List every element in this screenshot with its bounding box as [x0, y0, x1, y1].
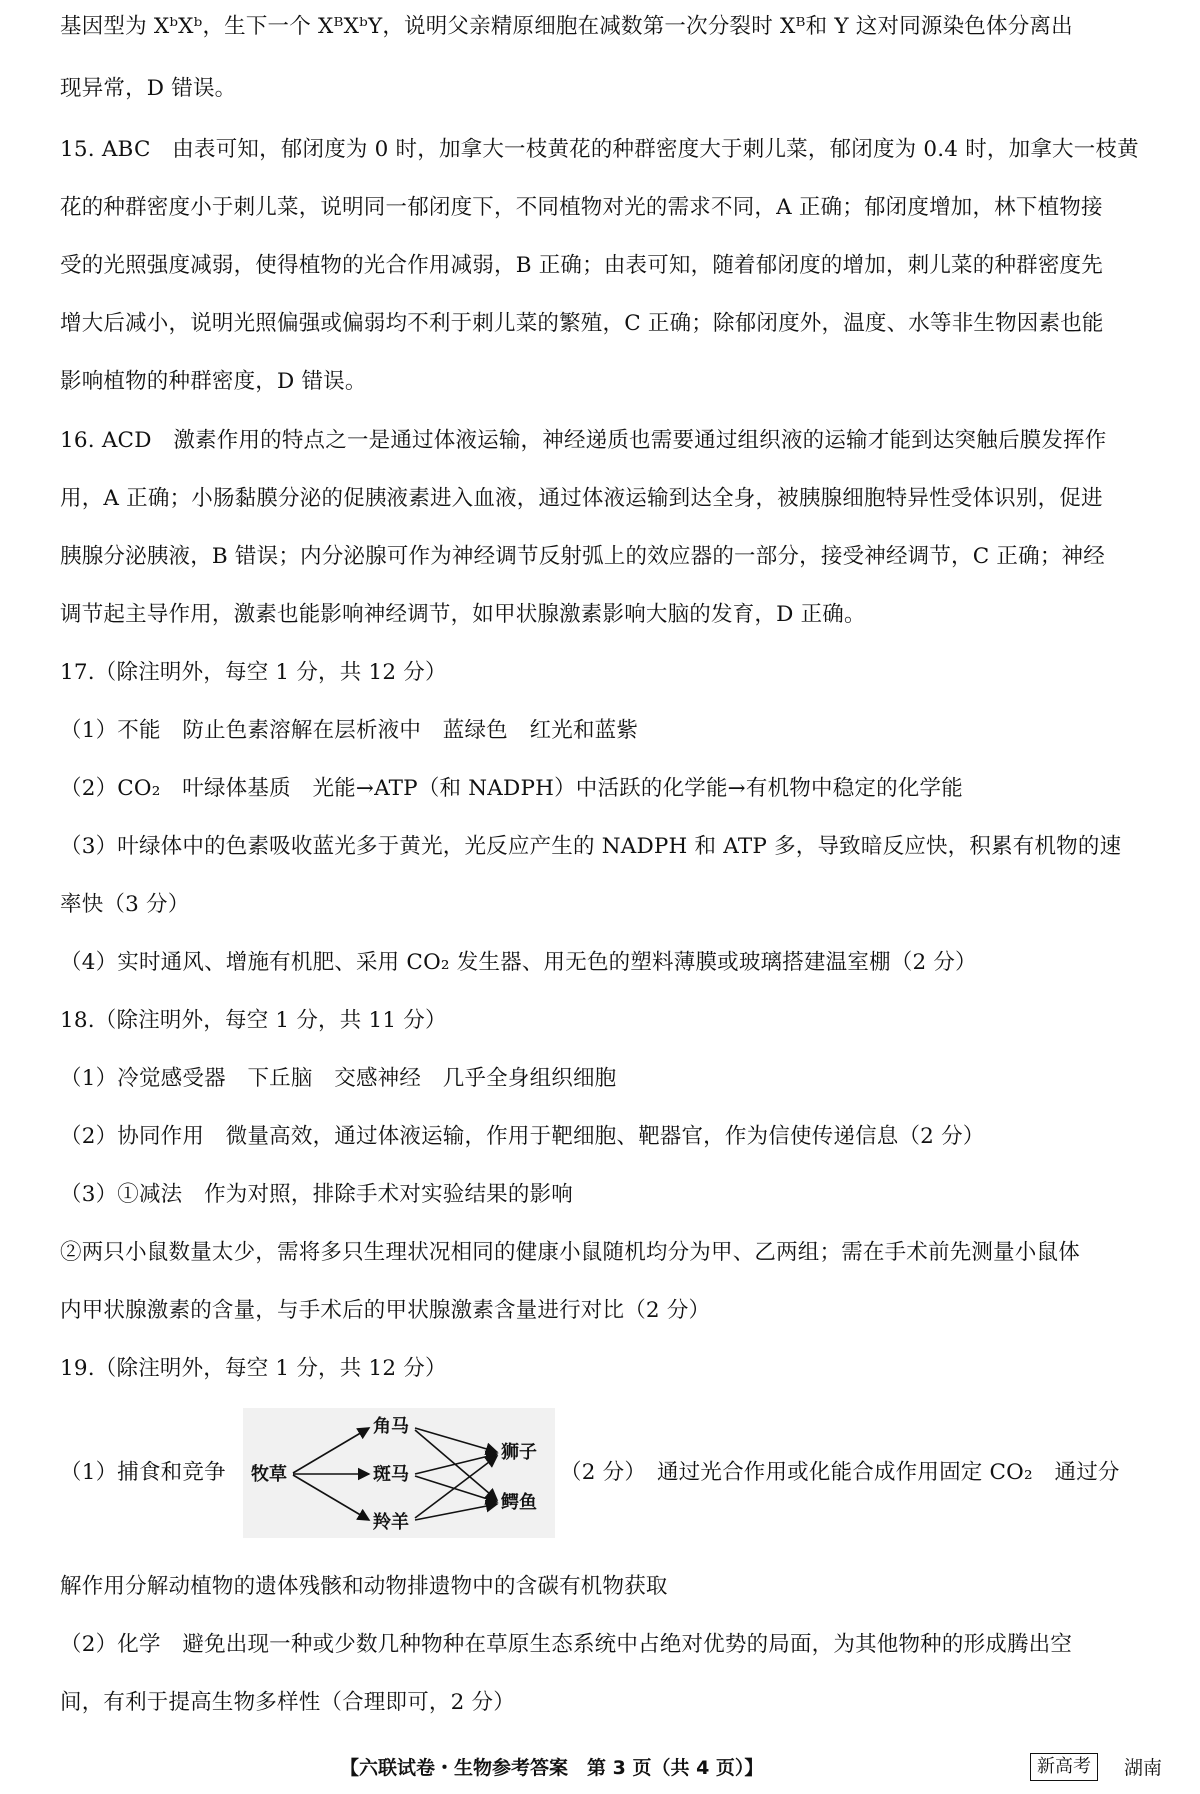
- text-line: 增大后减小，说明光照偏强或偏弱均不利于刺儿菜的繁殖，C 正确；除郁闭度外，温度、水等非生物因素也能: [60, 311, 1104, 336]
- text-line: 影响植物的种群密度，D 错误。: [60, 369, 367, 394]
- question-18: 18.（除注明外，每空 1 分，共 11 分）: [60, 1008, 447, 1033]
- text-line: 胰腺分泌胰液，B 错误；内分泌腺可作为神经调节反射弧上的效应器的一部分，接受神经调节，C 正确；神经: [60, 544, 1105, 569]
- text-line: （2）CO₂ 叶绿体基质 光能→ATP（和 NADPH）中活跃的化学能→有机物中稳定的化学能: [60, 776, 963, 801]
- question-17: 17.（除注明外，每空 1 分，共 12 分）: [60, 660, 447, 685]
- text-line: （3）叶绿体中的色素吸收蓝光多于黄光，光反应产生的 NADPH 和 ATP 多，导致暗反应快，积累有机物的速: [60, 834, 1122, 859]
- food-web-diagram: [243, 1408, 555, 1538]
- text-line: （2）化学 避免出现一种或少数几种物种在草原生态系统中占绝对优势的局面，为其他物种的形成腾出空: [60, 1632, 1073, 1657]
- node-primary: 羚羊: [373, 1512, 409, 1533]
- text-line: （2）协同作用 微量高效，通过体液运输，作用于靶细胞、靶器官，作为信使传递信息（2 分）: [60, 1124, 985, 1149]
- text-line: 解作用分解动植物的遗体残骸和动物排遗物中的含碳有机物获取: [60, 1574, 668, 1599]
- text-line: 受的光照强度减弱，使得植物的光合作用减弱，B 正确；由表可知，随着郁闭度的增加，刺儿菜的种群密度先: [60, 253, 1103, 278]
- text-line: 间，有利于提高生物多样性（合理即可，2 分）: [60, 1690, 515, 1715]
- text-line: （3）①减法 作为对照，排除手术对实验结果的影响: [60, 1182, 573, 1207]
- node-primary: 斑马: [373, 1464, 409, 1485]
- text-line: （1）不能 防止色素溶解在层析液中 蓝绿色 红光和蓝紫: [60, 718, 639, 743]
- text-line: 率快（3 分）: [60, 892, 190, 917]
- text-line: 花的种群密度小于刺儿菜，说明同一郁闭度下，不同植物对光的需求不同，A 正确；郁闭度增加，林下植物接: [60, 195, 1103, 220]
- text-line: （4）实时通风、增施有机肥、采用 CO₂ 发生器、用无色的塑料薄膜或玻璃搭建温室棚（2 分）: [60, 950, 977, 975]
- text-line: 内甲状腺激素的含量，与手术后的甲状腺激素含量进行对比（2 分）: [60, 1298, 711, 1323]
- node-primary: 角马: [373, 1416, 409, 1437]
- node-secondary: 鳄鱼: [501, 1492, 537, 1513]
- question-19: 19.（除注明外，每空 1 分，共 12 分）: [60, 1356, 447, 1381]
- text-line: 现异常，D 错误。: [60, 76, 237, 101]
- node-producer: 牧草: [251, 1464, 287, 1485]
- text-line: 调节起主导作用，激素也能影响神经调节，如甲状腺激素影响大脑的发育，D 正确。: [60, 602, 866, 627]
- footer-title: 【六联试卷・生物参考答案 第 3 页（共 4 页）】: [340, 1757, 764, 1779]
- q19-answer-1: （1）捕食和竞争: [60, 1460, 226, 1485]
- text-line: 基因型为 XᵇXᵇ，生下一个 XᴮXᵇY，说明父亲精原细胞在减数第一次分裂时 Xᴮ和 Y 这对同源染色体分离出: [60, 14, 1073, 39]
- q19-answer-1-cont: （2 分） 通过光合作用或化能合成作用固定 CO₂ 通过分: [560, 1460, 1120, 1485]
- question-15: 15. ABC 由表可知，郁闭度为 0 时，加拿大一枝黄花的种群密度大于刺儿菜，郁闭度为 0.4 时，加拿大一枝黄: [60, 137, 1139, 162]
- exam-badge: 新高考: [1030, 1753, 1098, 1781]
- text-line: ②两只小鼠数量太少，需将多只生理状况相同的健康小鼠随机均分为甲、乙两组；需在手术前先测量小鼠体: [60, 1240, 1080, 1265]
- page-footer: [0, 1753, 1200, 1785]
- text-line: （1）冷觉感受器 下丘脑 交感神经 几乎全身组织细胞: [60, 1066, 617, 1091]
- question-16: 16. ACD 激素作用的特点之一是通过体液运输，神经递质也需要通过组织液的运输才能到达突触后膜发挥作: [60, 428, 1107, 453]
- text-line: 用，A 正确；小肠黏膜分泌的促胰液素进入血液，通过体液运输到达全身，被胰腺细胞特异性受体识别，促进: [60, 486, 1103, 511]
- node-secondary: 狮子: [501, 1442, 537, 1463]
- region-label: 湖南: [1124, 1757, 1163, 1779]
